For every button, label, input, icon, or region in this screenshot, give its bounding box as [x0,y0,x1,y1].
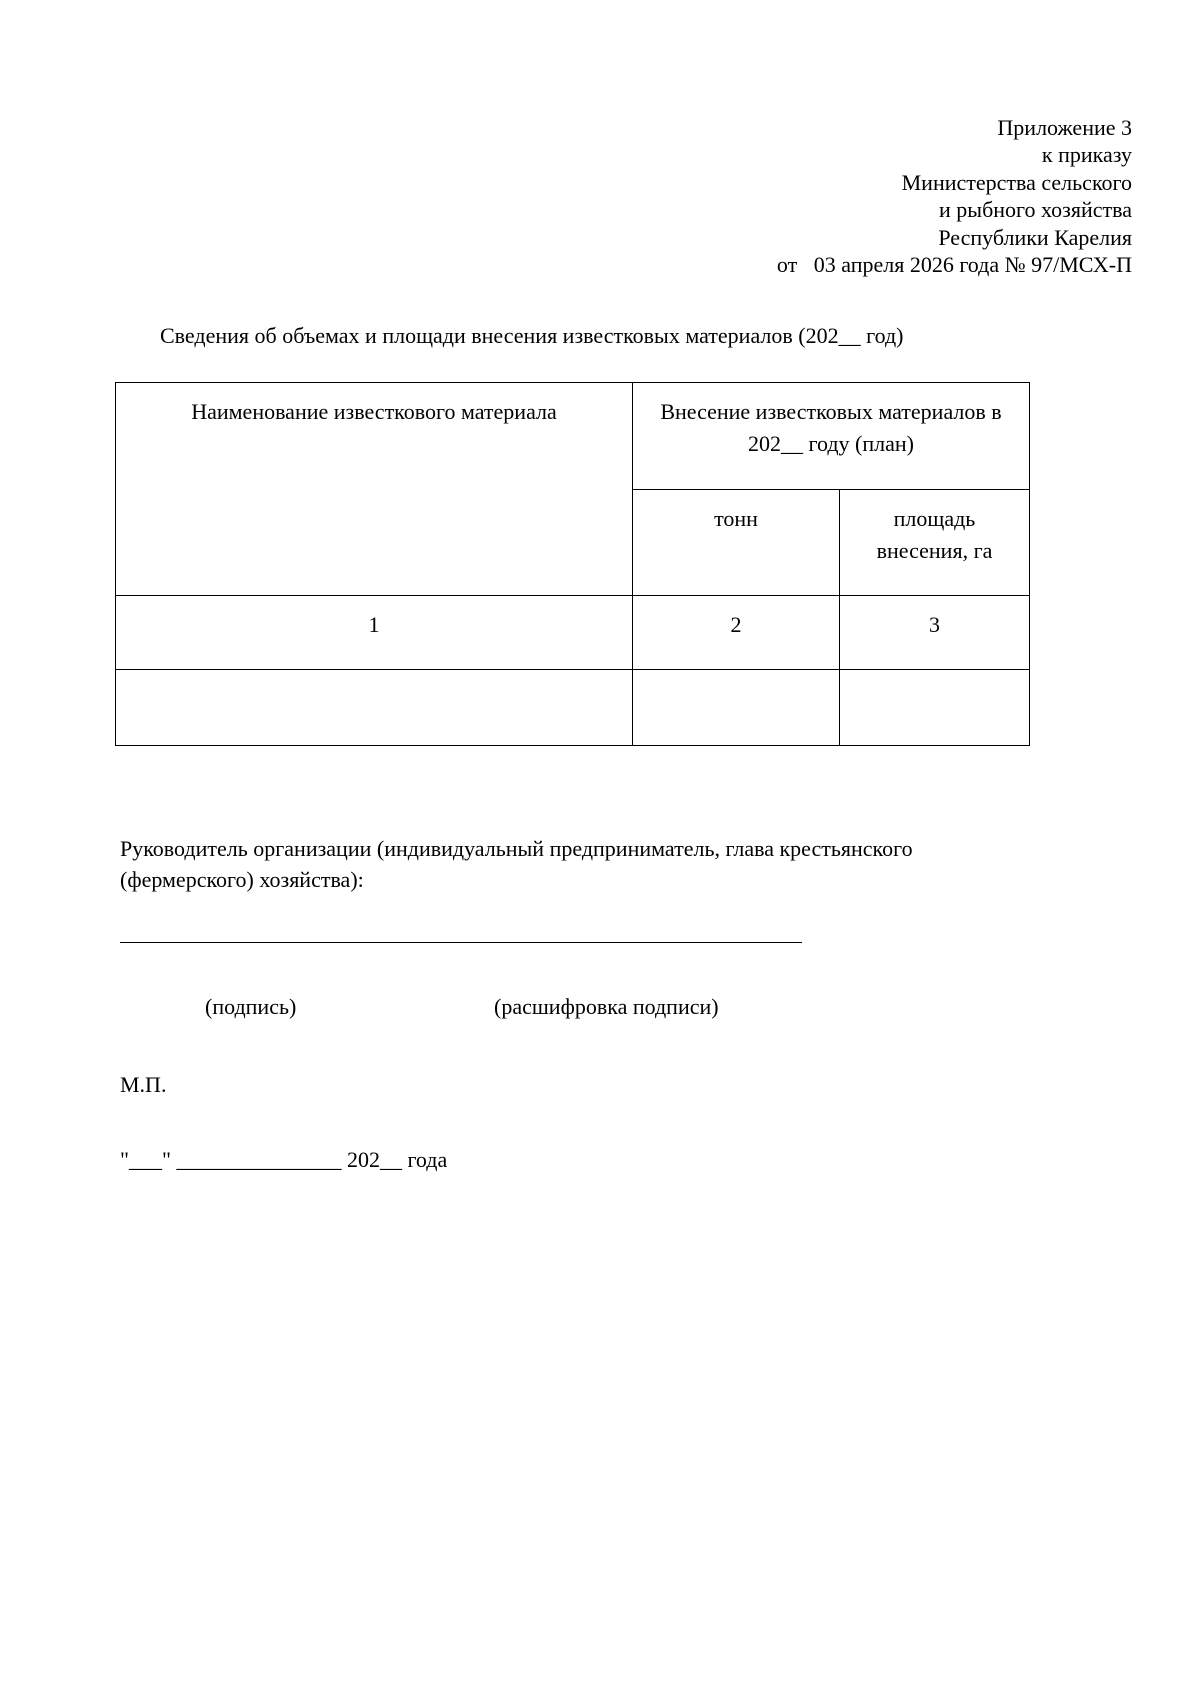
table-cell [840,670,1030,746]
appendix-order-line: от 03 апреля 2026 года № 97/МСХ-П [776,252,1132,278]
signature-decode-label: (расшифровка подписи) [494,994,719,1019]
table-cell [633,670,840,746]
column-number-cell: 3 [840,596,1030,670]
header-area: площадь внесения, га [840,490,1030,596]
appendix-line: Приложение 3 [997,115,1132,140]
lime-materials-table [115,382,1030,746]
signature-label: (подпись) [205,994,297,1019]
appendix-line: Республики Карелия [938,224,1132,250]
table-cell [116,670,633,746]
column-number-cell: 2 [633,596,840,670]
appendix-line: Министерства сельского [901,169,1132,195]
table-row [116,670,1030,746]
header-tons: тонн [633,490,840,596]
stamp-place-label: М.П. [120,1072,167,1097]
appendix-line: к приказу [1041,142,1132,168]
column-number-cell: 1 [116,596,633,670]
header-material-name: Наименование известкового материала [116,383,633,596]
appendix-line: и рыбного хозяйства [939,197,1132,223]
signer-caption: Руководитель организации (индивидуальный предприниматель, глава крестьянского (фермерского) хозяйства): [120,836,913,892]
appendix-block [777,114,1132,278]
column-number-row [116,596,1030,670]
document-title: Сведения об объемах и площади внесения известковых материалов (202__ год) [160,323,904,348]
header-plan: Внесение известковых материалов в 202__ году (план) [633,383,1030,490]
signature-line [120,942,802,943]
date-line: "___" _______________ 202__ года [120,1147,448,1172]
